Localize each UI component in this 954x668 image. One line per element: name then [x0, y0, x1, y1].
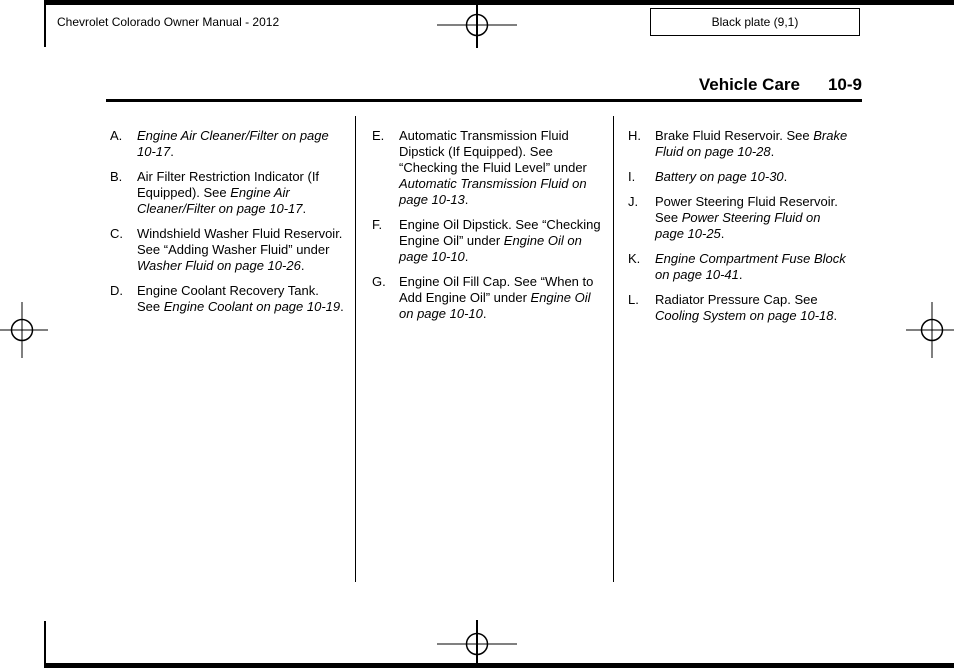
item-letter: L.: [628, 292, 639, 307]
text-segment: Engine Oil on page 10-10: [399, 290, 591, 321]
crop-corner-bottom: [44, 621, 46, 668]
text-segment: Automatic Transmission Fluid Dipstick (If Equipped). See “Checking the Fluid Level” under: [399, 128, 587, 175]
item-letter: B.: [110, 169, 123, 184]
column-1: [106, 116, 355, 582]
item-text: [399, 217, 603, 265]
text-segment: .: [738, 267, 743, 282]
list-item: [628, 194, 852, 242]
text-segment: .: [783, 169, 788, 184]
text-segment: Engine Oil Fill Cap. See “When to Add Engine Oil” under: [399, 274, 594, 305]
item-letter: H.: [628, 128, 641, 143]
item-text: [399, 128, 603, 208]
list-item: [110, 128, 345, 160]
text-segment: .: [170, 144, 174, 159]
list-item: [110, 283, 345, 315]
text-segment: Radiator Pressure Cap. See: [655, 292, 818, 307]
list-item: [372, 128, 603, 208]
item-text: [137, 226, 345, 274]
text-segment: Windshield Washer Fluid Reservoir. See “Adding Washer Fluid” under: [137, 226, 343, 257]
list-item: [628, 128, 852, 160]
list-item: [628, 251, 852, 283]
text-segment: Engine Air Cleaner/Filter on page 10-17: [137, 185, 303, 216]
text-segment: .: [300, 258, 305, 273]
item-text: [137, 283, 345, 315]
list-item: [628, 169, 852, 185]
text-segment: Engine Air Cleaner/Filter on page 10-17: [137, 128, 329, 159]
item-letter: K.: [628, 251, 641, 266]
list-item: [110, 226, 345, 274]
item-letter: D.: [110, 283, 123, 298]
crop-corner-top: [44, 0, 46, 47]
item-text: [655, 169, 852, 185]
text-segment: .: [340, 299, 344, 314]
text-segment: Engine Coolant on page 10-19: [163, 299, 341, 314]
item-text: [655, 292, 852, 324]
content-columns: [106, 116, 862, 582]
text-segment: .: [720, 226, 725, 241]
text-segment: .: [482, 306, 487, 321]
text-segment: Engine Oil Dipstick. See “Checking Engine Oil” under: [399, 217, 601, 248]
registration-mark-top: [437, 0, 517, 48]
item-text: [655, 128, 852, 160]
item-letter: J.: [628, 194, 639, 209]
item-text: [399, 274, 603, 322]
item-text: [137, 128, 345, 160]
item-letter: G.: [372, 274, 386, 289]
text-segment: Engine Coolant Recovery Tank. See: [137, 283, 319, 314]
text-segment: Power Steering Fluid Reservoir. See: [655, 194, 838, 225]
plate-label: Black plate (9,1): [711, 15, 799, 29]
column-3: [613, 116, 862, 582]
page-header: [106, 75, 862, 95]
section-title: Vehicle Care: [698, 75, 800, 94]
text-segment: .: [833, 308, 838, 323]
plate-box: [650, 8, 860, 36]
text-segment: Brake Fluid on page 10-28: [655, 128, 848, 159]
text-segment: .: [464, 249, 469, 264]
page-number: 10-9: [827, 75, 862, 94]
text-segment: Engine Oil on page 10-10: [399, 233, 582, 264]
list-item: [372, 217, 603, 265]
text-segment: .: [770, 144, 775, 159]
item-text: [137, 169, 345, 217]
text-segment: .: [464, 192, 469, 207]
list-item: [628, 292, 852, 324]
manual-title: Chevrolet Colorado Owner Manual - 2012: [57, 15, 280, 29]
registration-mark-left: [0, 302, 48, 358]
text-segment: Battery on page 10-30: [655, 169, 784, 184]
text-segment: Automatic Transmission Fluid on page 10-13: [399, 176, 587, 207]
text-segment: Power Steering Fluid on page 10-25: [655, 210, 821, 241]
column-2: [355, 116, 613, 582]
list-item: [372, 274, 603, 322]
item-letter: E.: [372, 128, 385, 143]
text-segment: Air Filter Restriction Indicator (If Equipped). See: [137, 169, 320, 200]
list-item: [110, 169, 345, 217]
header-rule: [106, 99, 862, 102]
item-letter: A.: [110, 128, 123, 143]
item-text: [655, 251, 852, 283]
text-segment: Brake Fluid Reservoir. See: [655, 128, 814, 143]
item-text: [655, 194, 852, 242]
text-segment: Cooling System on page 10-18: [655, 308, 834, 323]
text-segment: Washer Fluid on page 10-26: [137, 258, 301, 273]
text-segment: .: [302, 201, 307, 216]
item-letter: C.: [110, 226, 123, 241]
item-letter: F.: [372, 217, 383, 232]
registration-mark-right: [906, 302, 954, 358]
text-segment: Engine Compartment Fuse Block on page 10-41: [655, 251, 846, 282]
item-letter: I.: [628, 169, 636, 184]
registration-mark-bottom: [437, 620, 517, 668]
